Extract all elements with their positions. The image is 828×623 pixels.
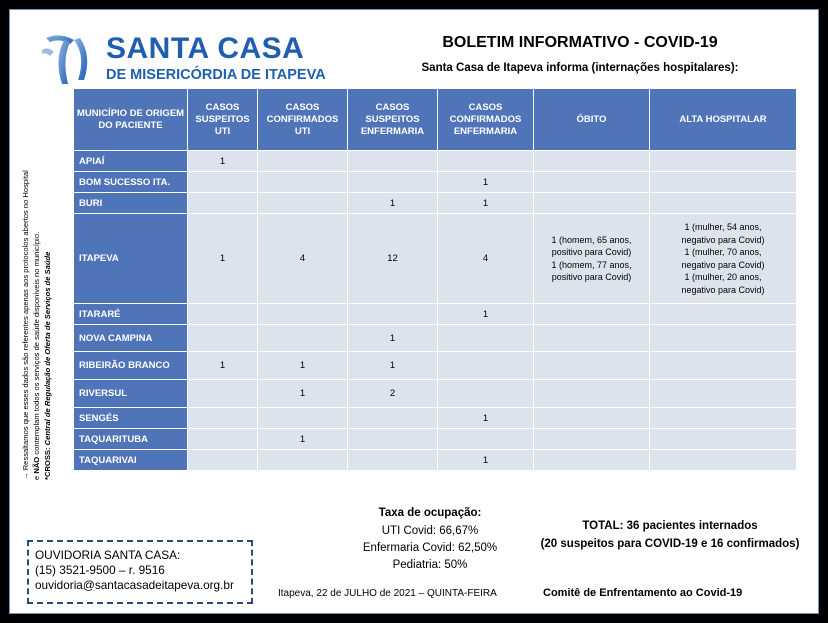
count-cell: 1 xyxy=(258,429,348,450)
table-row xyxy=(74,325,797,352)
count-cell xyxy=(258,172,348,193)
count-cell: 2 xyxy=(348,380,438,408)
column-header: CASOS SUSPEITOS UTI xyxy=(188,89,258,151)
column-header: CASOS SUSPEITOS ENFERMARIA xyxy=(348,89,438,151)
municipality-cell: NOVA CAMPINA xyxy=(74,325,188,352)
count-cell: 12 xyxy=(348,214,438,304)
alta-line: 1 (mulher, 70 anos, xyxy=(684,247,762,257)
ouvidoria-box xyxy=(27,540,253,604)
count-cell: 1 xyxy=(188,151,258,172)
disclaimer-line-3: *CROSS: Central de Regulação de Oferta de Serviços de Saúde xyxy=(43,251,52,480)
count-cell xyxy=(188,193,258,214)
count-cell: 1 xyxy=(438,193,534,214)
municipality-cell: ITAPEVA xyxy=(74,214,188,304)
count-cell: 1 xyxy=(438,450,534,471)
alta-cell xyxy=(650,151,797,172)
hospital-logo xyxy=(32,30,326,88)
bulletin-date: Itapeva, 22 de JULHO de 2021 – QUINTA-FEIRA xyxy=(278,588,497,599)
count-cell xyxy=(188,172,258,193)
obito-cell xyxy=(534,304,650,325)
column-header: CASOS CONFIRMADOS ENFERMARIA xyxy=(438,89,534,151)
obito-cell xyxy=(534,380,650,408)
bulletin-subtitle: Santa Casa de Itapeva informa (internações hospitalares): xyxy=(421,62,739,74)
count-cell xyxy=(258,151,348,172)
disclaimer-line-1: → Ressaltamos que esses dados são referentes apenas aos protocolos abertos no Hospital xyxy=(21,170,30,480)
side-disclaimer xyxy=(20,135,75,480)
municipality-cell: RIVERSUL xyxy=(74,380,188,408)
ouvidoria-phone: (15) 3521-9500 – r. 9516 xyxy=(35,563,165,577)
count-cell xyxy=(258,450,348,471)
obito-cell xyxy=(534,429,650,450)
municipality-cell: TAQUARIVAI xyxy=(74,450,188,471)
hospitalization-table xyxy=(73,88,797,471)
table-body xyxy=(74,151,797,471)
count-cell xyxy=(258,408,348,429)
alta-cell xyxy=(650,172,797,193)
obito-line: 1 (homem, 65 anos, xyxy=(551,234,632,245)
occupancy-uti: UTI Covid: 66,67% xyxy=(381,525,479,537)
table-row xyxy=(74,408,797,429)
count-cell: 1 xyxy=(188,214,258,304)
bulletin-page xyxy=(9,9,819,614)
obito-cell xyxy=(534,151,650,172)
alta-cell xyxy=(650,214,797,304)
total-breakdown: (20 suspeitos para COVID-19 e 16 confirmados) xyxy=(540,538,800,550)
count-cell: 1 xyxy=(438,172,534,193)
count-cell: 1 xyxy=(258,352,348,380)
municipality-cell: BOM SUCESSO ITA. xyxy=(74,172,188,193)
count-cell xyxy=(188,408,258,429)
alta-cell xyxy=(650,304,797,325)
bulletin-title: BOLETIM INFORMATIVO - COVID-19 xyxy=(442,34,718,51)
municipality-cell: RIBEIRÃO BRANCO xyxy=(74,352,188,380)
alta-cell xyxy=(650,193,797,214)
alta-cell xyxy=(650,380,797,408)
alta-line: 1 (mulher, 20 anos, xyxy=(684,272,762,282)
column-header: ALTA HOSPITALAR xyxy=(650,89,797,151)
obito-line: positivo para Covid) xyxy=(551,272,632,282)
count-cell xyxy=(258,193,348,214)
ouvidoria-title: OUVIDORIA SANTA CASA: xyxy=(35,548,181,562)
ouvidoria-email[interactable]: ouvidoria@santacasadeitapeva.org.br xyxy=(35,578,234,592)
count-cell xyxy=(438,429,534,450)
table-header-row xyxy=(74,89,797,151)
count-cell xyxy=(348,408,438,429)
alta-line: 1 (mulher, 54 anos, xyxy=(684,222,762,232)
count-cell: 4 xyxy=(438,214,534,304)
count-cell xyxy=(188,429,258,450)
alta-line: negativo para Covid) xyxy=(681,259,765,270)
occupancy-title: Taxa de ocupação: xyxy=(378,507,482,519)
disclaimer-line-2: e NÃO contemplam todos os serviços de saúde disponíveis no município. xyxy=(32,231,41,480)
count-cell xyxy=(438,380,534,408)
obito-cell xyxy=(534,214,650,304)
count-cell xyxy=(258,304,348,325)
committee-signature: Comitê de Enfrentamento ao Covid-19 xyxy=(543,587,743,599)
count-cell: 1 xyxy=(348,325,438,352)
alta-cell xyxy=(650,352,797,380)
obito-cell xyxy=(534,352,650,380)
table-row xyxy=(74,380,797,408)
count-cell xyxy=(188,380,258,408)
column-header: CASOS CONFIRMADOS UTI xyxy=(258,89,348,151)
table-row xyxy=(74,450,797,471)
municipality-cell: APIAÍ xyxy=(74,151,188,172)
municipality-cell: BURI xyxy=(74,193,188,214)
table-row xyxy=(74,352,797,380)
count-cell xyxy=(348,151,438,172)
alta-cell xyxy=(650,408,797,429)
count-cell xyxy=(348,172,438,193)
count-cell xyxy=(438,151,534,172)
table-row xyxy=(74,214,797,304)
occupancy-pediatria: Pediatria: 50% xyxy=(392,559,468,571)
column-header: ÓBITO xyxy=(534,89,650,151)
table-row xyxy=(74,172,797,193)
count-cell: 1 xyxy=(438,304,534,325)
obito-cell xyxy=(534,408,650,429)
count-cell: 1 xyxy=(258,380,348,408)
count-cell xyxy=(438,352,534,380)
logo-subtitle: DE MISERICÓRDIA DE ITAPEVA xyxy=(106,67,326,83)
logo-title: SANTA CASA xyxy=(106,32,305,65)
count-cell xyxy=(348,450,438,471)
obito-line: positivo para Covid) xyxy=(551,247,632,257)
alta-cell xyxy=(650,450,797,471)
total-patients: TOTAL: 36 pacientes internados xyxy=(582,520,758,532)
count-cell xyxy=(348,304,438,325)
table-row xyxy=(74,151,797,172)
occupancy-enfermaria: Enfermaria Covid: 62,50% xyxy=(362,542,498,554)
count-cell xyxy=(188,325,258,352)
count-cell xyxy=(348,429,438,450)
alta-line: negativo para Covid) xyxy=(681,234,765,245)
count-cell: 1 xyxy=(438,408,534,429)
count-cell xyxy=(258,325,348,352)
column-header: MUNICÍPIO DE ORIGEM DO PACIENTE xyxy=(74,89,188,151)
obito-cell xyxy=(534,172,650,193)
obito-cell xyxy=(534,325,650,352)
count-cell: 1 xyxy=(348,193,438,214)
alta-cell xyxy=(650,325,797,352)
table-row xyxy=(74,429,797,450)
municipality-cell: SENGÉS xyxy=(74,408,188,429)
count-cell xyxy=(188,304,258,325)
obito-cell xyxy=(534,450,650,471)
table-row xyxy=(74,304,797,325)
alta-line: negativo para Covid) xyxy=(681,284,765,295)
alta-cell xyxy=(650,429,797,450)
count-cell: 1 xyxy=(188,352,258,380)
count-cell xyxy=(438,325,534,352)
obito-cell xyxy=(534,193,650,214)
table-row xyxy=(74,193,797,214)
municipality-cell: TAQUARITUBA xyxy=(74,429,188,450)
municipality-cell: ITARARÉ xyxy=(74,304,188,325)
obito-line: 1 (homem, 77 anos, xyxy=(551,259,632,270)
santa-casa-logo-icon xyxy=(40,30,96,88)
count-cell: 1 xyxy=(348,352,438,380)
count-cell: 4 xyxy=(258,214,348,304)
count-cell xyxy=(188,450,258,471)
